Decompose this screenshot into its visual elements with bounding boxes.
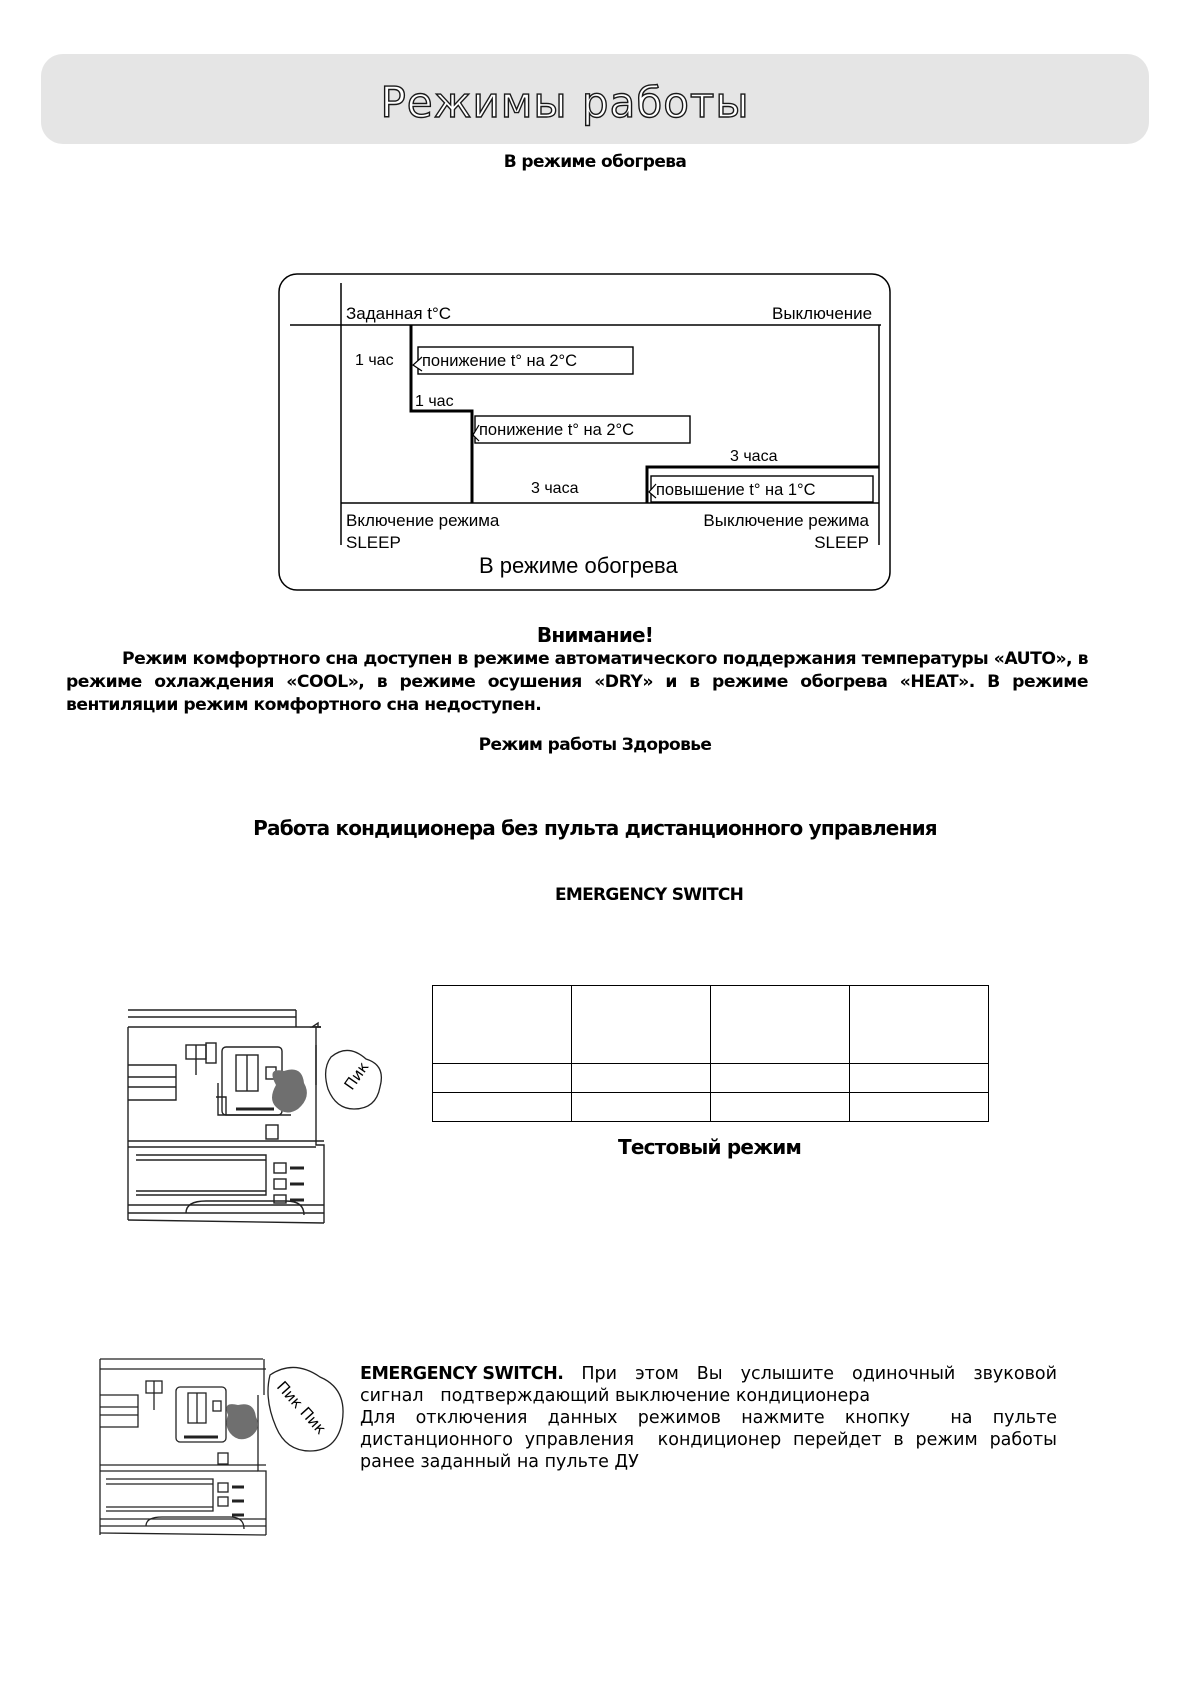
emergency-paragraph [360, 1363, 1057, 1473]
paragraph-line-4 [360, 1429, 1057, 1451]
paragraph-word: отключения [415, 1408, 528, 1428]
attention-body [66, 648, 1088, 717]
indoor-unit-drawing-2 [98, 1355, 368, 1540]
paragraph-word: данных [547, 1408, 618, 1428]
paragraph-word: пульте [992, 1408, 1057, 1428]
sleep-on-label [346, 510, 499, 554]
sleep-off-line2: SLEEP [814, 533, 869, 552]
table-row [433, 1093, 989, 1122]
paragraph-line-5-text: ранее заданный на пульте ДУ [360, 1452, 639, 1472]
table-cell [433, 1064, 572, 1093]
page-title: Режимы работы [380, 78, 750, 127]
paragraph-line-3 [360, 1407, 1057, 1429]
sleep-mode-diagram [278, 273, 891, 591]
paragraph-word: Вы [696, 1364, 723, 1384]
indoor-unit-illustration [126, 1005, 396, 1230]
step1-note: понижение t° на 2°C [422, 352, 578, 370]
table-cell [572, 1064, 711, 1093]
paragraph-word: одиночный [851, 1364, 956, 1384]
sleep-off-line1: Выключение режима [703, 511, 869, 530]
paragraph-word: режим [915, 1430, 978, 1450]
sleep-on-line1: Включение режима [346, 511, 500, 530]
paragraph-word: режимов [637, 1408, 721, 1428]
paragraph-word: на [950, 1408, 973, 1428]
table-cell [572, 1093, 711, 1122]
table-cell [433, 986, 572, 1064]
step2-note: понижение t° на 2°C [479, 421, 635, 439]
paragraph-word: кнопку [844, 1408, 910, 1428]
indoor-unit-drawing [126, 1005, 396, 1230]
paragraph-word: работы [989, 1430, 1057, 1450]
paragraph-word: звуковой [973, 1364, 1057, 1384]
step1-time: 1 час [355, 352, 394, 369]
no-remote-title: Работа кондиционера без пульта дистанционного управления [253, 816, 937, 840]
step2-time: 1 час [415, 393, 454, 410]
beep-single: Пик [340, 1058, 373, 1094]
test-mode-title: Тестовый режим [618, 1135, 802, 1159]
table-cell [711, 1093, 850, 1122]
table-cell [572, 986, 711, 1064]
paragraph-line-2 [360, 1385, 1057, 1407]
paragraph-word: перейдет [793, 1430, 882, 1450]
beep-double: Пик Пик [273, 1377, 330, 1438]
paragraph-word: этом [635, 1364, 679, 1384]
table-row [433, 986, 989, 1064]
table-cell [850, 1064, 989, 1093]
sleep-off-label [703, 510, 869, 554]
paragraph-word: в [893, 1430, 904, 1450]
attention-text: Режим комфортного сна доступен в режиме автоматического поддержания температуры «AUTO», в режиме охлаждения «COOL», в режиме осушения «DRY» и в режиме обогрева «HEAT». В режиме вентиляции режим комфортного сна недоступен. [66, 649, 1088, 715]
table-cell [711, 1064, 850, 1093]
attention-title: Внимание! [536, 623, 654, 647]
paragraph-bold-lead: EMERGENCY SWITCH. [360, 1364, 564, 1384]
health-mode-title: Режим работы Здоровье [478, 735, 712, 755]
indoor-unit-illustration-2 [98, 1355, 368, 1540]
paragraph-line-1 [360, 1363, 1057, 1385]
diagram-caption: В режиме обогрева [479, 553, 678, 578]
test-mode-table-wrap [432, 985, 989, 1122]
table-cell [433, 1093, 572, 1122]
off-label: Выключение [772, 304, 873, 323]
paragraph-word: кондиционер [657, 1430, 782, 1450]
table-cell [711, 986, 850, 1064]
paragraph-line-2-text: сигнал подтверждающий выключение кондиционера [360, 1386, 871, 1406]
paragraph-word: нажмите [741, 1408, 825, 1428]
heating-subtitle: В режиме обогрева [503, 152, 687, 172]
test-mode-table [432, 985, 989, 1122]
step3-time: 3 часа [531, 480, 579, 497]
set-temp-label: Заданная t°C [346, 304, 452, 323]
paragraph-word: Для [360, 1408, 396, 1428]
paragraph-word: услышите [740, 1364, 834, 1384]
table-row [433, 1064, 989, 1093]
table-cell [850, 986, 989, 1064]
step4-time: 3 часа [730, 448, 778, 465]
emergency-switch-label: EMERGENCY SWITCH [555, 885, 744, 905]
table-cell [850, 1093, 989, 1122]
sleep-on-line2: SLEEP [346, 533, 401, 552]
paragraph-line-5 [360, 1451, 1057, 1473]
paragraph-word: При [581, 1364, 618, 1384]
paragraph-word: дистанционного [360, 1430, 513, 1450]
paragraph-word: управления [524, 1430, 635, 1450]
step4-note: повышение t° на 1°C [656, 481, 816, 499]
